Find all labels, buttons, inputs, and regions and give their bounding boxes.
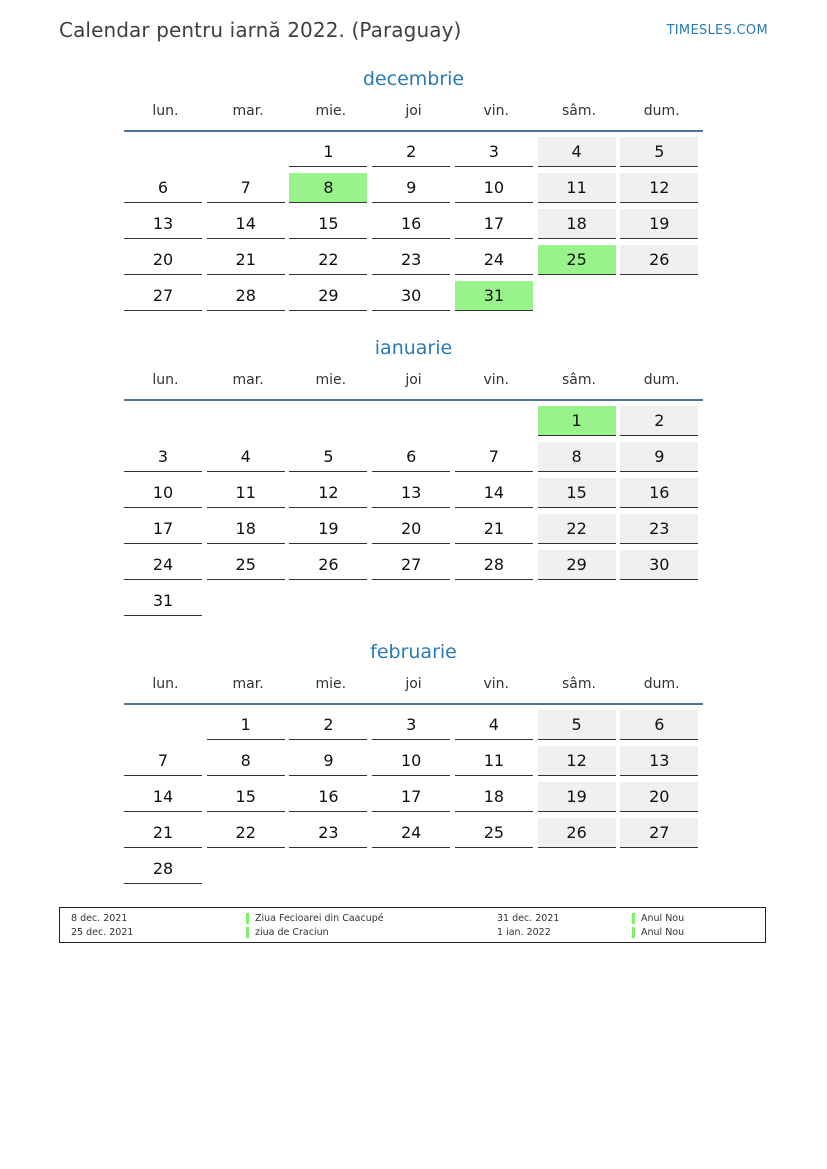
empty-day-cell [289,406,367,435]
weekday-header-row [124,369,703,401]
day-cell: 12 [620,173,698,203]
day-cell: 20 [124,245,202,275]
day-cell: 13 [124,209,202,239]
day-cell: 5 [620,137,698,167]
day-cell: 25 [455,818,533,848]
day-cell: 24 [124,550,202,580]
day-cell: 25 [538,245,616,275]
legend-holiday-name: Anul Nou [632,927,684,938]
day-cell: 8 [207,746,285,776]
day-cell: 4 [207,442,285,472]
day-cell: 18 [455,782,533,812]
day-cell: 26 [620,245,698,275]
day-cell: 21 [455,514,533,544]
day-cell: 24 [372,818,450,848]
month-1 [124,337,703,617]
day-cell: 28 [207,281,285,311]
empty-day-cell [124,137,202,166]
day-cell: 15 [207,782,285,812]
week-row [124,849,703,885]
empty-day-cell [207,406,285,435]
month-title: ianuarie [374,337,453,359]
empty-day-cell [207,137,285,166]
day-cell: 9 [289,746,367,776]
week-row [124,509,703,545]
week-row [124,437,703,473]
day-cell: 23 [620,514,698,544]
day-cell: 27 [372,550,450,580]
legend-row [60,912,765,925]
day-cell: 14 [207,209,285,239]
day-cell: 22 [289,245,367,275]
empty-day-cell [620,281,698,310]
month-0 [124,68,703,312]
day-cell: 25 [207,550,285,580]
day-cell: 16 [289,782,367,812]
day-cell: 3 [124,442,202,472]
empty-day-cell [538,281,616,310]
empty-day-cell [372,854,450,883]
day-cell: 2 [372,137,450,167]
weekday-label: sâm. [561,372,596,388]
day-cell: 28 [124,854,202,884]
day-cell: 18 [538,209,616,239]
empty-day-cell [289,586,367,615]
empty-day-cell [538,586,616,615]
week-row [124,777,703,813]
legend-date: 31 dec. 2021 [497,913,560,924]
day-cell: 24 [455,245,533,275]
day-cell: 8 [289,173,367,203]
weekday-label: dum. [643,676,680,692]
empty-day-cell [538,854,616,883]
day-cell: 31 [455,281,533,311]
weekday-label: sâm. [561,676,596,692]
day-cell: 4 [538,137,616,167]
empty-day-cell [372,406,450,435]
day-cell: 2 [620,406,698,436]
weekday-label: vin. [483,372,509,388]
weekday-label: lun. [152,372,179,388]
day-cell: 31 [124,586,202,616]
week-row [124,401,703,437]
empty-day-cell [620,854,698,883]
day-cell: 19 [620,209,698,239]
day-cell: 13 [372,478,450,508]
legend-date: 8 dec. 2021 [71,913,128,924]
day-cell: 15 [289,209,367,239]
week-row [124,545,703,581]
legend-row [60,926,765,939]
day-cell: 9 [372,173,450,203]
legend-holiday-name: ziua de Craciun [246,927,329,938]
weekday-label: mie. [315,372,347,388]
weekday-header-row [124,673,703,705]
day-cell: 26 [289,550,367,580]
empty-day-cell [455,586,533,615]
empty-day-cell [289,854,367,883]
day-cell: 19 [289,514,367,544]
day-cell: 23 [372,245,450,275]
day-cell: 22 [207,818,285,848]
day-cell: 4 [455,710,533,740]
site-link[interactable]: TIMESLES.COM [666,23,768,38]
day-cell: 8 [538,442,616,472]
day-cell: 14 [124,782,202,812]
weekday-label: dum. [643,372,680,388]
empty-day-cell [207,586,285,615]
page-title: Calendar pentru iarnă 2022. (Paraguay) [59,18,462,42]
weekday-label: dum. [643,103,680,119]
empty-day-cell [124,406,202,435]
day-cell: 10 [372,746,450,776]
day-cell: 10 [124,478,202,508]
legend-holiday-name: Ziua Fecioarei din Caacupé [246,913,384,924]
weekday-label: mar. [232,372,264,388]
day-cell: 20 [372,514,450,544]
day-cell: 6 [372,442,450,472]
day-cell: 9 [620,442,698,472]
day-cell: 1 [289,137,367,167]
weekday-label: mie. [315,676,347,692]
day-cell: 12 [538,746,616,776]
empty-day-cell [372,586,450,615]
day-cell: 17 [455,209,533,239]
day-cell: 21 [207,245,285,275]
day-cell: 27 [620,818,698,848]
weekday-label: joi [405,103,422,119]
day-cell: 21 [124,818,202,848]
day-cell: 30 [372,281,450,311]
day-cell: 16 [372,209,450,239]
weekday-label: vin. [483,676,509,692]
week-row [124,813,703,849]
week-row [124,132,703,168]
weekday-label: mie. [315,103,347,119]
day-cell: 17 [372,782,450,812]
day-cell: 29 [289,281,367,311]
weekday-label: joi [405,372,422,388]
day-cell: 18 [207,514,285,544]
day-cell: 5 [289,442,367,472]
day-cell: 27 [124,281,202,311]
weekday-label: mar. [232,676,264,692]
empty-day-cell [455,406,533,435]
day-cell: 22 [538,514,616,544]
day-cell: 28 [455,550,533,580]
day-cell: 23 [289,818,367,848]
day-cell: 19 [538,782,616,812]
day-cell: 16 [620,478,698,508]
week-row [124,741,703,777]
weekday-header-row [124,100,703,132]
empty-day-cell [620,586,698,615]
empty-day-cell [455,854,533,883]
week-row [124,168,703,204]
day-cell: 3 [372,710,450,740]
day-cell: 5 [538,710,616,740]
day-cell: 13 [620,746,698,776]
day-cell: 7 [124,746,202,776]
week-row [124,705,703,741]
day-cell: 14 [455,478,533,508]
day-cell: 1 [207,710,285,740]
weekday-label: lun. [152,103,179,119]
weekday-label: sâm. [561,103,596,119]
month-2 [124,641,703,885]
month-title: februarie [370,641,457,663]
day-cell: 20 [620,782,698,812]
day-cell: 29 [538,550,616,580]
week-row [124,581,703,617]
day-cell: 3 [455,137,533,167]
day-cell: 10 [455,173,533,203]
empty-day-cell [124,710,202,739]
day-cell: 6 [124,173,202,203]
day-cell: 1 [538,406,616,436]
day-cell: 6 [620,710,698,740]
day-cell: 17 [124,514,202,544]
week-row [124,240,703,276]
weekday-label: lun. [152,676,179,692]
day-cell: 26 [538,818,616,848]
day-cell: 12 [289,478,367,508]
month-title: decembrie [362,68,465,90]
holiday-legend [59,907,766,943]
legend-holiday-name: Anul Nou [632,913,684,924]
day-cell: 2 [289,710,367,740]
empty-day-cell [207,854,285,883]
day-cell: 11 [538,173,616,203]
weekday-label: vin. [483,103,509,119]
day-cell: 30 [620,550,698,580]
week-row [124,204,703,240]
day-cell: 11 [207,478,285,508]
legend-date: 1 ian. 2022 [497,927,551,938]
day-cell: 7 [455,442,533,472]
day-cell: 11 [455,746,533,776]
day-cell: 15 [538,478,616,508]
weekday-label: joi [405,676,422,692]
weekday-label: mar. [232,103,264,119]
week-row [124,276,703,312]
week-row [124,473,703,509]
day-cell: 7 [207,173,285,203]
legend-date: 25 dec. 2021 [71,927,134,938]
